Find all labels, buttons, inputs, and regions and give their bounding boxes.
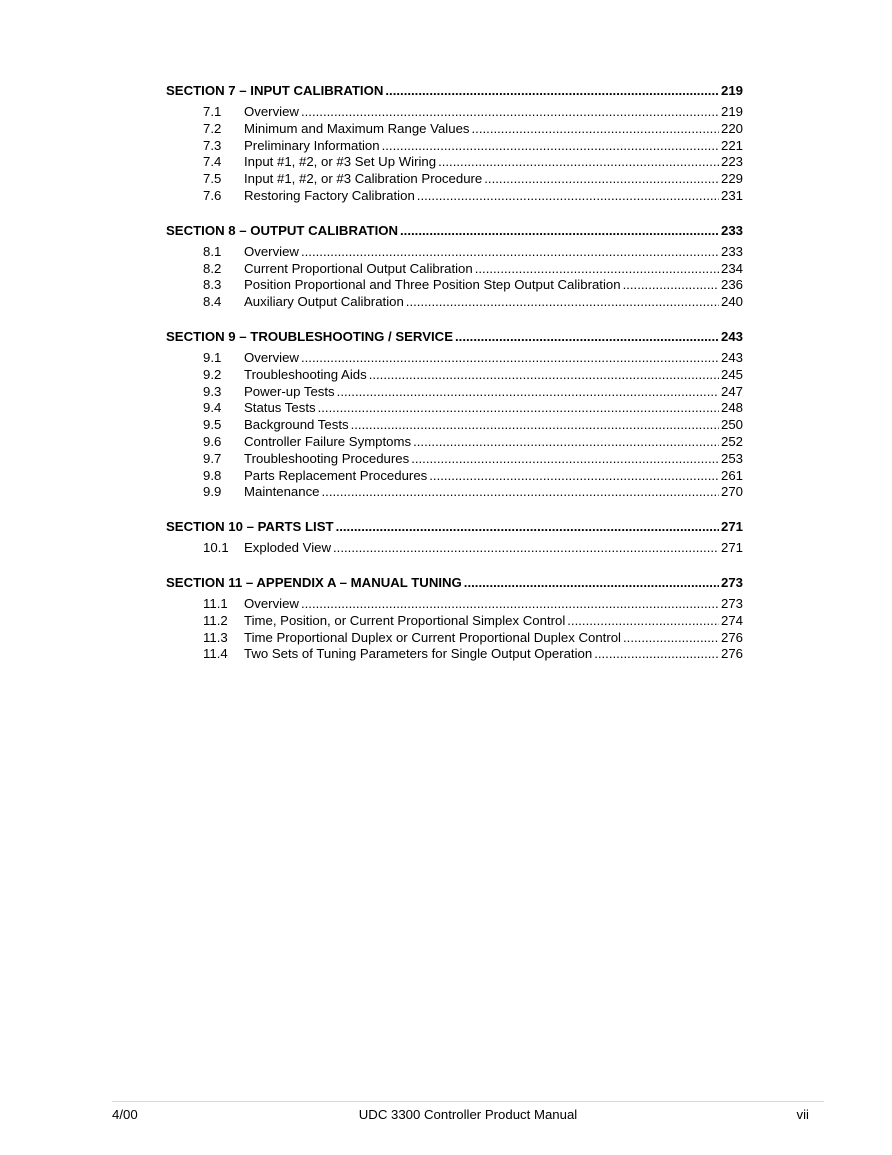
entry-title: Preliminary Information (244, 137, 380, 153)
entry-number: 8.1 (203, 243, 222, 259)
footer-document-title: UDC 3300 Controller Product Manual (358, 1107, 578, 1122)
entry-title: Status Tests (244, 400, 316, 416)
section-title: SECTION 9 – TROUBLESHOOTING / SERVICE (166, 328, 453, 344)
section-page-number: 233 (720, 222, 743, 238)
toc-entry[interactable] (166, 384, 743, 401)
entry-number: 9.1 (203, 349, 222, 365)
toc-entry[interactable] (166, 277, 743, 294)
entry-number: 11.2 (203, 612, 228, 628)
entry-title: Input #1, #2, or #3 Calibration Procedure (244, 171, 483, 187)
entry-title: Restoring Factory Calibration (244, 187, 415, 203)
dot-leader (301, 104, 719, 121)
entry-page-number: 271 (720, 540, 743, 556)
toc-entry[interactable] (166, 138, 743, 155)
toc-entry[interactable] (166, 154, 743, 171)
dot-leader (382, 138, 719, 155)
toc-entry[interactable] (166, 468, 743, 485)
entry-number: 9.3 (203, 383, 222, 399)
dot-leader (337, 384, 719, 401)
section-title: SECTION 10 – PARTS LIST (166, 519, 334, 535)
dot-leader (301, 350, 719, 367)
toc-entry[interactable] (166, 540, 743, 557)
entry-number: 9.7 (203, 450, 222, 466)
entry-number: 8.4 (203, 294, 222, 310)
toc-section (166, 518, 743, 557)
entry-title: Troubleshooting Procedures (244, 450, 410, 466)
entry-title: Overview (244, 243, 299, 259)
dot-leader (369, 367, 719, 384)
entry-page-number: 261 (720, 467, 743, 483)
section-page-number: 219 (720, 83, 743, 98)
dot-leader (472, 121, 719, 138)
toc-entry[interactable] (166, 261, 743, 278)
dot-leader (406, 294, 719, 311)
dot-leader (623, 630, 719, 647)
section-page-number: 243 (720, 328, 743, 344)
entry-page-number: 229 (720, 171, 743, 187)
entry-page-number: 221 (720, 137, 743, 153)
entry-number: 7.5 (203, 171, 222, 187)
toc-entry[interactable] (166, 434, 743, 451)
dot-leader (429, 468, 719, 485)
dot-leader (594, 646, 719, 663)
entry-number: 7.4 (203, 154, 222, 170)
entry-number: 11.4 (203, 646, 228, 662)
dot-leader (413, 434, 719, 451)
dot-leader (336, 518, 719, 535)
toc-entry[interactable] (166, 367, 743, 384)
entry-page-number: 236 (720, 277, 743, 293)
toc-entry[interactable] (166, 294, 743, 311)
dot-leader (484, 171, 719, 188)
toc-section (166, 222, 743, 311)
entry-number: 7.3 (203, 137, 222, 153)
entry-title: Background Tests (244, 417, 349, 433)
entry-number: 9.2 (203, 366, 222, 382)
toc-entry[interactable] (166, 417, 743, 434)
entry-title: Overview (244, 104, 299, 119)
toc-entry[interactable] (166, 646, 743, 663)
toc-entry[interactable] (166, 104, 743, 121)
entry-title: Power-up Tests (244, 383, 335, 399)
entry-title: Overview (244, 349, 299, 365)
toc-section (166, 574, 743, 663)
entry-title: Auxiliary Output Calibration (244, 294, 404, 310)
toc-section-heading[interactable] (166, 82, 743, 99)
entry-number: 11.1 (203, 595, 228, 611)
toc-entry[interactable] (166, 630, 743, 647)
entry-number: 11.3 (203, 629, 228, 645)
entry-number: 7.1 (203, 104, 222, 119)
entry-title: Controller Failure Symptoms (244, 433, 412, 449)
toc-section (166, 82, 743, 205)
section-title: SECTION 8 – OUTPUT CALIBRATION (166, 222, 399, 238)
entry-page-number: 250 (720, 417, 743, 433)
entry-number: 7.6 (203, 187, 222, 203)
section-page-number: 271 (720, 519, 743, 535)
dot-leader (438, 154, 719, 171)
toc-section-heading[interactable] (166, 574, 743, 591)
entry-title: Minimum and Maximum Range Values (244, 120, 470, 136)
toc-entry[interactable] (166, 171, 743, 188)
toc-section-heading[interactable] (166, 518, 743, 535)
dot-leader (333, 540, 719, 557)
entry-page-number: 253 (720, 450, 743, 466)
dot-leader (385, 82, 719, 99)
toc-section-heading[interactable] (166, 328, 743, 345)
entry-number: 9.8 (203, 467, 222, 483)
dot-leader (400, 222, 719, 239)
entry-number: 9.6 (203, 433, 222, 449)
entry-page-number: 234 (720, 260, 743, 276)
entry-title: Input #1, #2, or #3 Set Up Wiring (244, 154, 437, 170)
dot-leader (455, 328, 719, 345)
entry-page-number: 243 (720, 349, 743, 365)
dot-leader (301, 596, 719, 613)
page-footer (112, 1101, 824, 1126)
entry-title: Current Proportional Output Calibration (244, 260, 473, 276)
entry-page-number: 245 (720, 366, 743, 382)
dot-leader (623, 277, 719, 294)
entry-page-number: 274 (720, 612, 743, 628)
toc-entry[interactable] (166, 121, 743, 138)
dot-leader (318, 400, 719, 417)
entry-number: 8.3 (203, 277, 222, 293)
toc-entry[interactable] (166, 613, 743, 630)
toc-entry[interactable] (166, 244, 743, 261)
dot-leader (567, 613, 719, 630)
dot-leader (475, 261, 719, 278)
entry-page-number: 273 (720, 595, 743, 611)
entry-page-number: 223 (720, 154, 743, 170)
dot-leader (411, 451, 719, 468)
entry-page-number: 231 (720, 187, 743, 203)
entry-number: 9.4 (203, 400, 222, 416)
table-of-contents (166, 82, 743, 680)
entry-title: Exploded View (244, 540, 331, 556)
toc-entry[interactable] (166, 400, 743, 417)
entry-page-number: 240 (720, 294, 743, 310)
entry-page-number: 276 (720, 646, 743, 662)
entry-title: Parts Replacement Procedures (244, 467, 428, 483)
toc-entry[interactable] (166, 484, 743, 501)
entry-title: Position Proportional and Three Position Step Output Calibration (244, 277, 621, 293)
entry-title: Overview (244, 595, 299, 611)
toc-entry[interactable] (166, 451, 743, 468)
entry-number: 8.2 (203, 260, 222, 276)
entry-title: Troubleshooting Aids (244, 366, 367, 382)
entry-title: Two Sets of Tuning Parameters for Single Output Operation (244, 646, 593, 662)
entry-page-number: 233 (720, 243, 743, 259)
footer-page-number: vii (796, 1107, 809, 1122)
entry-page-number: 276 (720, 629, 743, 645)
entry-page-number: 252 (720, 433, 743, 449)
toc-section-heading[interactable] (166, 222, 743, 239)
dot-leader (417, 188, 719, 205)
entry-page-number: 247 (720, 383, 743, 399)
entry-number: 9.5 (203, 417, 222, 433)
dot-leader (301, 244, 719, 261)
entry-title: Maintenance (244, 484, 320, 500)
footer-date: 4/00 (112, 1107, 138, 1122)
section-title: SECTION 11 – APPENDIX A – MANUAL TUNING (166, 574, 462, 590)
section-page-number: 273 (720, 574, 743, 590)
toc-entry[interactable] (166, 350, 743, 367)
section-title: SECTION 7 – INPUT CALIBRATION (166, 83, 384, 98)
entry-title: Time Proportional Duplex or Current Proportional Duplex Control (244, 629, 621, 645)
entry-page-number: 220 (720, 120, 743, 136)
toc-entry[interactable] (166, 188, 743, 205)
entry-number: 7.2 (203, 120, 222, 136)
toc-entry[interactable] (166, 596, 743, 613)
entry-page-number: 219 (720, 104, 743, 119)
entry-number: 10.1 (203, 540, 229, 556)
dot-leader (464, 574, 719, 591)
dot-leader (351, 417, 719, 434)
toc-section (166, 328, 743, 501)
entry-title: Time, Position, or Current Proportional Simplex Control (244, 612, 566, 628)
dot-leader (322, 484, 719, 501)
entry-page-number: 248 (720, 400, 743, 416)
entry-number: 9.9 (203, 484, 222, 500)
entry-page-number: 270 (720, 484, 743, 500)
